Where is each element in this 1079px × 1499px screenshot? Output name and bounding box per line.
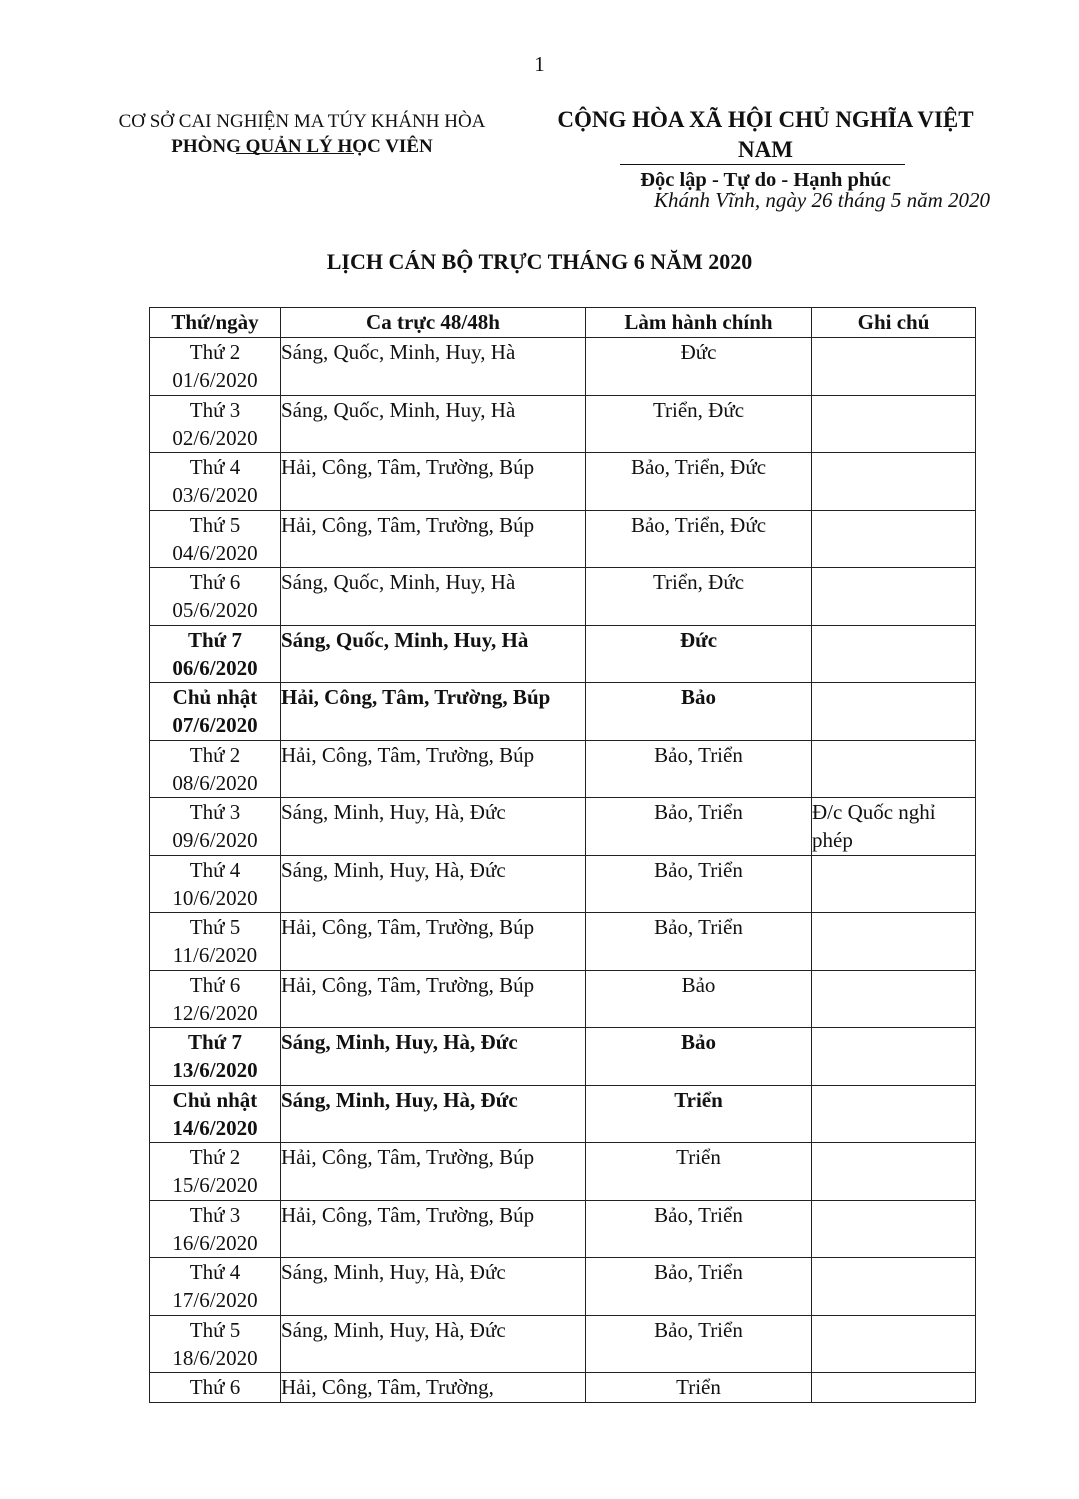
table-row xyxy=(150,1143,976,1201)
table-row xyxy=(150,683,976,741)
date: 15/6/2020 xyxy=(172,1173,258,1197)
day-cell xyxy=(150,453,281,511)
table-row xyxy=(150,1200,976,1258)
admin-duty-cell: Bảo, Triển, Đức xyxy=(586,510,812,568)
admin-duty-cell: Bảo xyxy=(586,1028,812,1086)
duty-crew-cell: Sáng, Quốc, Minh, Huy, Hà xyxy=(281,338,586,396)
header-duty-shift: Ca trực 48/48h xyxy=(281,308,586,338)
note-cell: Đ/c Quốc nghỉ phép xyxy=(812,798,976,856)
admin-duty-cell: Đức xyxy=(586,338,812,396)
duty-crew-cell: Hải, Công, Tâm, Trường, Búp xyxy=(281,970,586,1028)
note-cell xyxy=(812,1258,976,1316)
admin-duty-cell: Triển, Đức xyxy=(586,395,812,453)
table-row xyxy=(150,568,976,626)
admin-duty-cell: Triển xyxy=(586,1373,812,1403)
note-cell xyxy=(812,1085,976,1143)
day-cell xyxy=(150,625,281,683)
table-row xyxy=(150,1258,976,1316)
note-cell xyxy=(812,970,976,1028)
date: 04/6/2020 xyxy=(172,540,258,565)
date: 05/6/2020 xyxy=(172,598,258,622)
date-line: Khánh Vĩnh, ngày 26 tháng 5 năm 2020 xyxy=(654,188,990,212)
weekday: Thứ 2 xyxy=(189,1145,241,1169)
country-name: CỘNG HÒA XÃ HỘI CHỦ NGHĨA VIỆT NAM xyxy=(557,107,974,162)
date: 11/6/2020 xyxy=(172,943,258,967)
table-row xyxy=(150,970,976,1028)
table-header-row xyxy=(150,308,976,338)
date: 09/6/2020 xyxy=(172,828,258,852)
date: 18/6/2020 xyxy=(172,1345,258,1370)
header-admin: Làm hành chính xyxy=(586,308,812,338)
day-cell xyxy=(150,1085,281,1143)
day-cell xyxy=(150,338,281,396)
department-underline xyxy=(236,153,354,154)
note-cell xyxy=(812,1200,976,1258)
table-row xyxy=(150,798,976,856)
weekday: Thứ 3 xyxy=(189,397,241,422)
header-day: Thứ/ngày xyxy=(150,308,281,338)
table-row xyxy=(150,510,976,568)
duty-crew-cell: Hải, Công, Tâm, Trường, xyxy=(281,1373,586,1403)
duty-schedule-table xyxy=(149,307,976,1403)
note-cell xyxy=(812,1143,976,1201)
table-row xyxy=(150,913,976,971)
admin-duty-cell: Bảo xyxy=(586,970,812,1028)
table-row xyxy=(150,395,976,453)
table-row xyxy=(150,740,976,798)
admin-duty-cell: Bảo, Triển xyxy=(586,1200,812,1258)
note-cell xyxy=(812,568,976,626)
duty-crew-cell: Hải, Công, Tâm, Trường, Búp xyxy=(281,510,586,568)
weekday: Thứ 3 xyxy=(189,1202,241,1227)
table-row xyxy=(150,1373,976,1403)
date: 10/6/2020 xyxy=(172,885,258,910)
day-cell xyxy=(150,1143,281,1201)
national-header xyxy=(528,105,1003,195)
note-cell xyxy=(812,913,976,971)
day-cell xyxy=(150,1315,281,1373)
day-cell xyxy=(150,855,281,913)
admin-duty-cell: Bảo, Triển xyxy=(586,740,812,798)
day-cell xyxy=(150,913,281,971)
weekday: Thứ 6 xyxy=(189,972,241,997)
duty-crew-cell: Hải, Công, Tâm, Trường, Búp xyxy=(281,453,586,511)
weekday: Thứ 4 xyxy=(189,455,241,479)
day-cell xyxy=(150,1373,281,1403)
duty-crew-cell: Hải, Công, Tâm, Trường, Búp xyxy=(281,1200,586,1258)
duty-crew-cell: Sáng, Minh, Huy, Hà, Đức xyxy=(281,1315,586,1373)
date: 16/6/2020 xyxy=(172,1230,258,1255)
day-cell xyxy=(150,970,281,1028)
date: 08/6/2020 xyxy=(172,770,258,795)
date: 06/6/2020 xyxy=(172,655,258,680)
duty-crew-cell: Sáng, Quốc, Minh, Huy, Hà xyxy=(281,395,586,453)
note-cell xyxy=(812,338,976,396)
weekday: Thứ 7 xyxy=(187,1030,243,1054)
date: 03/6/2020 xyxy=(172,483,258,507)
document-title: LỊCH CÁN BỘ TRỰC THÁNG 6 NĂM 2020 xyxy=(326,249,753,274)
note-cell xyxy=(812,683,976,741)
weekday: Chủ nhật xyxy=(172,1087,258,1112)
note-cell xyxy=(812,1315,976,1373)
admin-duty-cell: Triển xyxy=(586,1143,812,1201)
day-cell xyxy=(150,1258,281,1316)
day-cell xyxy=(150,395,281,453)
date: 12/6/2020 xyxy=(172,1000,258,1025)
note-cell xyxy=(812,625,976,683)
admin-duty-cell: Bảo, Triển xyxy=(586,798,812,856)
table-row xyxy=(150,1085,976,1143)
weekday: Thứ 6 xyxy=(189,570,241,594)
note-cell xyxy=(812,740,976,798)
duty-crew-cell: Sáng, Minh, Huy, Hà, Đức xyxy=(281,1085,586,1143)
duty-crew-cell: Hải, Công, Tâm, Trường, Búp xyxy=(281,913,586,971)
note-cell xyxy=(812,453,976,511)
table-row xyxy=(150,855,976,913)
day-cell xyxy=(150,1028,281,1086)
page-number: 1 xyxy=(534,52,545,76)
note-cell xyxy=(812,1373,976,1403)
table-row xyxy=(150,1028,976,1086)
date: 17/6/2020 xyxy=(172,1288,258,1312)
day-cell xyxy=(150,740,281,798)
note-cell xyxy=(812,855,976,913)
table-row xyxy=(150,338,976,396)
date: 07/6/2020 xyxy=(172,713,258,737)
weekday: Thứ 7 xyxy=(187,627,243,652)
date: 02/6/2020 xyxy=(172,425,258,450)
national-motto: Độc lập - Tự do - Hạnh phúc xyxy=(640,169,891,191)
department-name: PHÒNG QUẢN LÝ HỌC VIÊN xyxy=(171,136,433,157)
duty-crew-cell: Sáng, Minh, Huy, Hà, Đức xyxy=(281,798,586,856)
duty-crew-cell: Sáng, Minh, Huy, Hà, Đức xyxy=(281,1028,586,1086)
date: 13/6/2020 xyxy=(172,1058,258,1082)
day-cell xyxy=(150,798,281,856)
weekday: Thứ 2 xyxy=(189,340,241,364)
duty-crew-cell: Sáng, Minh, Huy, Hà, Đức xyxy=(281,855,586,913)
header-note: Ghi chú xyxy=(812,308,976,338)
admin-duty-cell: Bảo xyxy=(586,683,812,741)
weekday: Thứ 5 xyxy=(189,1317,241,1342)
weekday: Thứ 4 xyxy=(189,857,241,882)
admin-duty-cell: Bảo, Triển xyxy=(586,855,812,913)
note-cell xyxy=(812,510,976,568)
weekday: Chủ nhật xyxy=(172,685,258,709)
duty-crew-cell: Sáng, Quốc, Minh, Huy, Hà xyxy=(281,568,586,626)
day-cell xyxy=(150,510,281,568)
duty-crew-cell: Hải, Công, Tâm, Trường, Búp xyxy=(281,1143,586,1201)
day-cell xyxy=(150,1200,281,1258)
weekday: Thứ 6 xyxy=(189,1375,241,1399)
date: 14/6/2020 xyxy=(172,1115,258,1140)
admin-duty-cell: Bảo, Triển xyxy=(586,913,812,971)
weekday: Thứ 4 xyxy=(189,1260,241,1284)
weekday: Thứ 5 xyxy=(189,512,241,537)
table-row xyxy=(150,453,976,511)
day-cell xyxy=(150,568,281,626)
admin-duty-cell: Bảo, Triển, Đức xyxy=(586,453,812,511)
duty-crew-cell: Sáng, Quốc, Minh, Huy, Hà xyxy=(281,625,586,683)
date: 01/6/2020 xyxy=(172,368,258,392)
duty-crew-cell: Sáng, Minh, Huy, Hà, Đức xyxy=(281,1258,586,1316)
table-row xyxy=(150,1315,976,1373)
admin-duty-cell: Bảo, Triển xyxy=(586,1258,812,1316)
admin-duty-cell: Bảo, Triển xyxy=(586,1315,812,1373)
motto-underline xyxy=(620,164,905,165)
note-cell xyxy=(812,395,976,453)
weekday: Thứ 3 xyxy=(189,800,241,824)
day-cell xyxy=(150,683,281,741)
weekday: Thứ 5 xyxy=(189,915,241,939)
admin-duty-cell: Triển xyxy=(586,1085,812,1143)
duty-crew-cell: Hải, Công, Tâm, Trường, Búp xyxy=(281,740,586,798)
agency-name: CƠ SỞ CAI NGHIỆN MA TÚY KHÁNH HÒA xyxy=(118,111,486,132)
admin-duty-cell: Đức xyxy=(586,625,812,683)
admin-duty-cell: Triển, Đức xyxy=(586,568,812,626)
duty-crew-cell: Hải, Công, Tâm, Trường, Búp xyxy=(281,683,586,741)
agency-header xyxy=(92,109,512,159)
table-row xyxy=(150,625,976,683)
weekday: Thứ 2 xyxy=(189,742,241,767)
note-cell xyxy=(812,1028,976,1086)
